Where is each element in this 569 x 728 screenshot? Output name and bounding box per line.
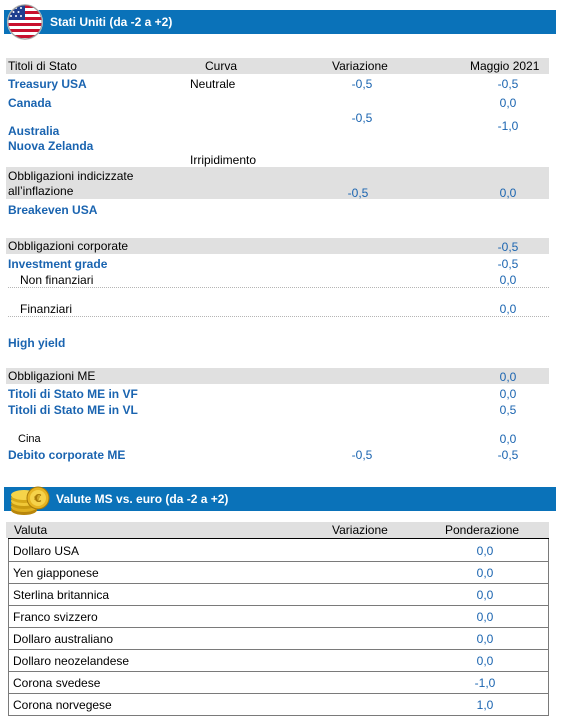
section-title: Valute MS vs. euro (da -2 a +2): [56, 492, 229, 506]
row-label-fin: Finanziari: [20, 302, 73, 316]
val-china: 0,0: [499, 432, 517, 446]
curve-treasury: Neutrale: [190, 77, 236, 91]
row-label-australia: Australia: [8, 124, 60, 138]
val-australia: -1,0: [497, 119, 519, 133]
var-em-corp: -0,5: [351, 448, 373, 462]
currency-label: Corona norvegese: [13, 698, 112, 712]
section-title: Stati Uniti (da -2 a +2): [50, 15, 173, 29]
header-maggio: Maggio 2021: [470, 59, 540, 73]
header-variazione: Variazione: [332, 59, 388, 73]
val-ig: -0,5: [497, 257, 519, 271]
row-label-nz: Nuova Zelanda: [8, 139, 94, 153]
currency-label: Dollaro australiano: [13, 632, 114, 646]
header-valuta: Valuta: [14, 523, 48, 537]
section-banner-currencies: [4, 487, 556, 511]
currency-value: 0,0: [476, 544, 494, 558]
currency-value: 0,0: [476, 588, 494, 602]
val-em-corp: -0,5: [497, 448, 519, 462]
row-label-china: Cina: [18, 433, 41, 445]
row-label-inflation-2: all’inflazione: [8, 184, 74, 198]
header-curva: Curva: [205, 59, 238, 73]
row-divider: [8, 715, 549, 716]
currency-value: 0,0: [476, 654, 494, 668]
row-label-em-hc: Titoli di Stato ME in VF: [8, 387, 138, 401]
row-divider: [8, 287, 549, 288]
row-label-treasury: Treasury USA: [8, 77, 87, 91]
val-em-hc: 0,0: [499, 387, 517, 401]
row-divider: [8, 561, 549, 562]
row-divider: [8, 605, 549, 606]
var-treasury: -0,5: [351, 77, 373, 91]
row-label-nonfin: Non finanziari: [20, 273, 94, 287]
us-flag-icon: [6, 3, 44, 41]
row-divider: [8, 627, 549, 628]
currency-value: -1,0: [474, 676, 496, 690]
row-divider: [8, 583, 549, 584]
val-em-lc: 0,5: [499, 403, 517, 417]
currency-label: Sterlina britannica: [13, 588, 110, 602]
row-divider: [8, 649, 549, 650]
currency-label: Franco svizzero: [13, 610, 98, 624]
currency-label: Yen giapponese: [13, 566, 99, 580]
row-label-em-corp: Debito corporate ME: [8, 448, 126, 462]
var-australia: -0,5: [351, 111, 373, 125]
currency-label: Dollaro neozelandese: [13, 654, 130, 668]
row-divider: [8, 316, 549, 317]
currency-value: 0,0: [476, 566, 494, 580]
currency-value: 0,0: [476, 632, 494, 646]
row-label-em: Obbligazioni ME: [8, 369, 96, 383]
row-label-inflation-1: Obbligazioni indicizzate: [8, 169, 134, 183]
currency-label: Dollaro USA: [13, 544, 80, 558]
row-label-corporate: Obbligazioni corporate: [8, 239, 129, 253]
row-label-ig: Investment grade: [8, 257, 108, 271]
header-ponderazione: Ponderazione: [445, 523, 520, 537]
row-divider: [8, 671, 549, 672]
row-label-breakeven: Breakeven USA: [8, 203, 98, 217]
section-banner-usa: [4, 10, 556, 34]
var-inflation: -0,5: [347, 186, 369, 200]
val-fin: 0,0: [499, 302, 517, 316]
val-nonfin: 0,0: [499, 273, 517, 287]
table-header-row: [6, 58, 549, 74]
row-label-canada: Canada: [8, 96, 52, 110]
val-inflation: 0,0: [499, 186, 517, 200]
currency-value: 1,0: [476, 698, 494, 712]
svg-text:€: €: [34, 492, 42, 505]
row-divider: [8, 693, 549, 694]
val-canada: 0,0: [499, 96, 517, 110]
row-label-hy: High yield: [8, 336, 66, 350]
val-treasury: -0,5: [497, 77, 519, 91]
header-titoli: Titoli di Stato: [8, 59, 77, 73]
val-corporate: -0,5: [497, 240, 519, 254]
val-em: 0,0: [499, 370, 517, 384]
euro-coins-icon: [4, 483, 52, 517]
currency-value: 0,0: [476, 610, 494, 624]
header-underline: [8, 538, 549, 539]
curve-steepening: Irripidimento: [190, 153, 257, 167]
row-label-em-lc: Titoli di Stato ME in VL: [8, 403, 138, 417]
currency-label: Corona svedese: [13, 676, 101, 690]
header-variazione: Variazione: [332, 523, 388, 537]
